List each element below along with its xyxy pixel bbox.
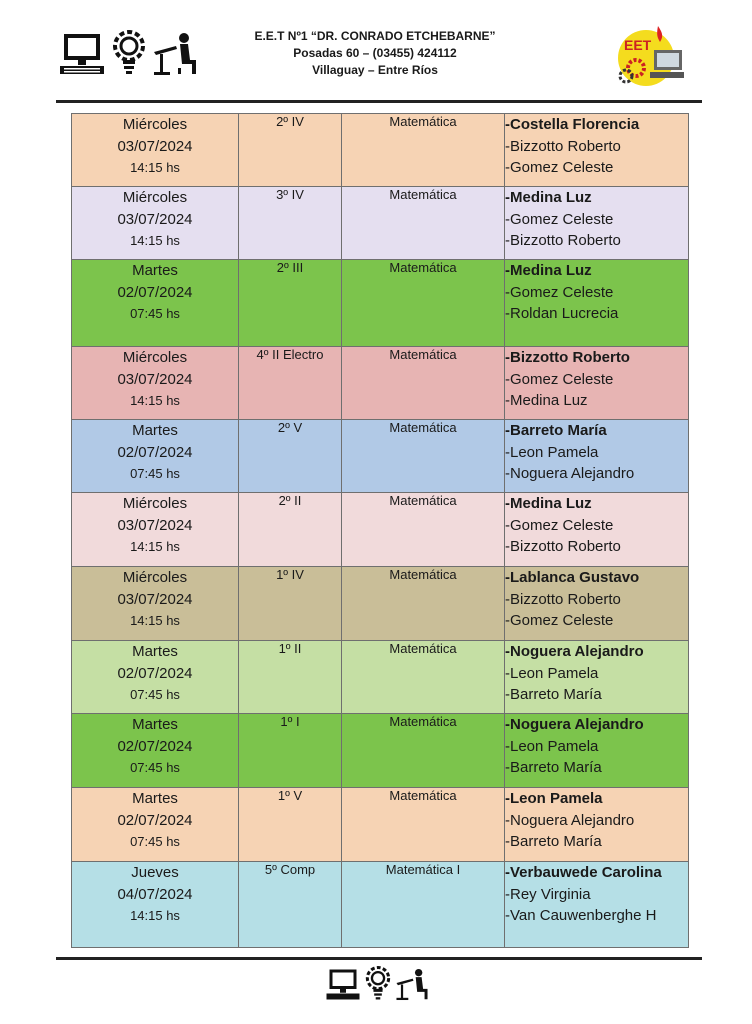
- teacher: -Gomez Celeste: [505, 210, 614, 228]
- exam-date: 04/07/2024: [117, 885, 193, 903]
- lead-teacher: -Barreto María: [505, 422, 607, 439]
- date-cell: [72, 788, 239, 862]
- subject-cell: Matemática: [342, 493, 505, 567]
- day-name: Miércoles: [122, 349, 188, 366]
- lead-teacher: -Bizzotto Roberto: [505, 349, 630, 366]
- teacher: -Medina Luz: [505, 392, 588, 409]
- day-name: Miércoles: [122, 495, 188, 512]
- lightbulb-gear-icon: [112, 30, 146, 76]
- schedule-row: [72, 187, 689, 260]
- school-info: [220, 28, 530, 79]
- date-cell: [72, 567, 239, 641]
- computer-icon: [58, 32, 106, 76]
- division-cell: 5º Comp: [239, 862, 342, 948]
- teachers-cell: [505, 714, 689, 788]
- exam-time: 14:15 hs: [130, 160, 180, 175]
- subject-cell: Matemática I: [342, 862, 505, 948]
- computer-icon: [325, 968, 361, 1001]
- date-cell: [72, 114, 239, 187]
- header-icons: [58, 30, 198, 76]
- teacher: -Noguera Alejandro: [505, 811, 635, 829]
- exam-time: 07:45 hs: [130, 760, 180, 775]
- exam-time: 07:45 hs: [130, 306, 180, 321]
- footer-divider: [56, 957, 702, 960]
- exam-date: 02/07/2024: [117, 737, 193, 755]
- schedule-row: [72, 420, 689, 493]
- division-cell: 2º IV: [239, 114, 342, 187]
- date-cell: [72, 641, 239, 714]
- teachers-cell: [505, 567, 689, 641]
- lead-teacher: -Leon Pamela: [505, 790, 603, 807]
- lightbulb-gear-icon: [365, 966, 391, 1001]
- teachers-cell: [505, 187, 689, 260]
- date-cell: [72, 714, 239, 788]
- day-name: Miércoles: [122, 116, 188, 133]
- division-cell: 1º V: [239, 788, 342, 862]
- teacher: -Bizzotto Roberto: [505, 590, 621, 608]
- schedule-row: [72, 114, 689, 187]
- schedule-row: [72, 347, 689, 420]
- exam-date: 03/07/2024: [117, 370, 193, 388]
- schedule-row: [72, 493, 689, 567]
- teachers-cell: [505, 260, 689, 347]
- teacher: -Noguera Alejandro: [505, 465, 635, 482]
- subject-cell: Matemática: [342, 114, 505, 187]
- day-name: Miércoles: [122, 569, 188, 586]
- division-cell: 2º V: [239, 420, 342, 493]
- logo-text: EET: [624, 37, 652, 53]
- date-cell: [72, 260, 239, 347]
- school-logo: [614, 24, 686, 88]
- subject-cell: Matemática: [342, 260, 505, 347]
- desk-person-icon: [395, 968, 429, 1001]
- teacher: -Gomez Celeste: [505, 516, 614, 534]
- day-name: Martes: [132, 716, 178, 733]
- exam-date: 03/07/2024: [117, 590, 193, 608]
- teacher: -Roldan Lucrecia: [505, 305, 619, 322]
- teachers-cell: [505, 862, 689, 948]
- exam-time: 14:15 hs: [130, 539, 180, 554]
- page-header: [0, 0, 752, 100]
- schedule-row: [72, 788, 689, 862]
- school-name: E.E.T Nº1 “DR. CONRADO ETCHEBARNE”: [254, 29, 496, 43]
- schedule-row: [72, 260, 689, 347]
- teachers-cell: [505, 114, 689, 187]
- school-address: Posadas 60 – (03455) 424112: [293, 46, 457, 60]
- date-cell: [72, 493, 239, 567]
- schedule-row: [72, 714, 689, 788]
- schedule-row: [72, 641, 689, 714]
- teacher: -Gomez Celeste: [505, 370, 614, 388]
- exam-time: 14:15 hs: [130, 233, 180, 248]
- teachers-cell: [505, 641, 689, 714]
- date-cell: [72, 187, 239, 260]
- division-cell: 3º IV: [239, 187, 342, 260]
- teachers-cell: [505, 493, 689, 567]
- day-name: Martes: [132, 422, 178, 439]
- subject-cell: Matemática: [342, 420, 505, 493]
- subject-cell: Matemática: [342, 187, 505, 260]
- lead-teacher: -Costella Florencia: [505, 116, 640, 133]
- schedule-row: [72, 862, 689, 948]
- header-divider: [56, 100, 702, 103]
- subject-cell: Matemática: [342, 347, 505, 420]
- teacher: -Gomez Celeste: [505, 159, 614, 176]
- exam-date: 03/07/2024: [117, 516, 193, 534]
- teacher: -Van Cauwenberghe H: [505, 907, 657, 924]
- teacher: -Bizzotto Roberto: [505, 232, 621, 249]
- exam-time: 14:15 hs: [130, 393, 180, 408]
- subject-cell: Matemática: [342, 788, 505, 862]
- teacher: -Barreto María: [505, 759, 602, 776]
- teachers-cell: [505, 420, 689, 493]
- teachers-cell: [505, 347, 689, 420]
- subject-cell: Matemática: [342, 641, 505, 714]
- exam-date: 02/07/2024: [117, 283, 193, 301]
- date-cell: [72, 347, 239, 420]
- teacher: -Barreto María: [505, 686, 602, 703]
- desk-person-icon: [152, 32, 198, 76]
- day-name: Martes: [132, 643, 178, 660]
- exam-date: 03/07/2024: [117, 137, 193, 155]
- day-name: Jueves: [131, 864, 179, 881]
- school-city: Villaguay – Entre Ríos: [312, 63, 438, 77]
- date-cell: [72, 862, 239, 948]
- date-cell: [72, 420, 239, 493]
- exam-schedule-table: [71, 113, 689, 948]
- teacher: -Bizzotto Roberto: [505, 137, 621, 155]
- lead-teacher: -Noguera Alejandro: [505, 643, 644, 660]
- lead-teacher: -Medina Luz: [505, 189, 592, 206]
- teacher: -Leon Pamela: [505, 443, 599, 461]
- lead-teacher: -Medina Luz: [505, 495, 592, 512]
- schedule-row: [72, 567, 689, 641]
- subject-cell: Matemática: [342, 714, 505, 788]
- division-cell: 1º II: [239, 641, 342, 714]
- day-name: Martes: [132, 262, 178, 279]
- exam-time: 07:45 hs: [130, 466, 180, 481]
- exam-date: 02/07/2024: [117, 811, 193, 829]
- day-name: Martes: [132, 790, 178, 807]
- exam-date: 02/07/2024: [117, 664, 193, 682]
- subject-cell: Matemática: [342, 567, 505, 641]
- lead-teacher: -Medina Luz: [505, 262, 592, 279]
- exam-date: 03/07/2024: [117, 210, 193, 228]
- day-name: Miércoles: [122, 189, 188, 206]
- division-cell: 1º IV: [239, 567, 342, 641]
- teacher: -Barreto María: [505, 833, 602, 850]
- teacher: -Rey Virginia: [505, 885, 591, 903]
- lead-teacher: -Verbauwede Carolina: [505, 864, 662, 881]
- exam-date: 02/07/2024: [117, 443, 193, 461]
- teacher: -Gomez Celeste: [505, 612, 614, 629]
- division-cell: 2º III: [239, 260, 342, 347]
- division-cell: 4º II Electro: [239, 347, 342, 420]
- teacher: -Leon Pamela: [505, 737, 599, 755]
- teacher: -Gomez Celeste: [505, 283, 614, 301]
- exam-time: 07:45 hs: [130, 834, 180, 849]
- lead-teacher: -Lablanca Gustavo: [505, 569, 640, 586]
- teacher: -Bizzotto Roberto: [505, 538, 621, 555]
- lead-teacher: -Noguera Alejandro: [505, 716, 644, 733]
- exam-time: 14:15 hs: [130, 613, 180, 628]
- exam-time: 14:15 hs: [130, 908, 180, 923]
- footer-icons: [325, 966, 429, 1001]
- teachers-cell: [505, 788, 689, 862]
- exam-time: 07:45 hs: [130, 687, 180, 702]
- division-cell: 1º I: [239, 714, 342, 788]
- division-cell: 2º II: [239, 493, 342, 567]
- teacher: -Leon Pamela: [505, 664, 599, 682]
